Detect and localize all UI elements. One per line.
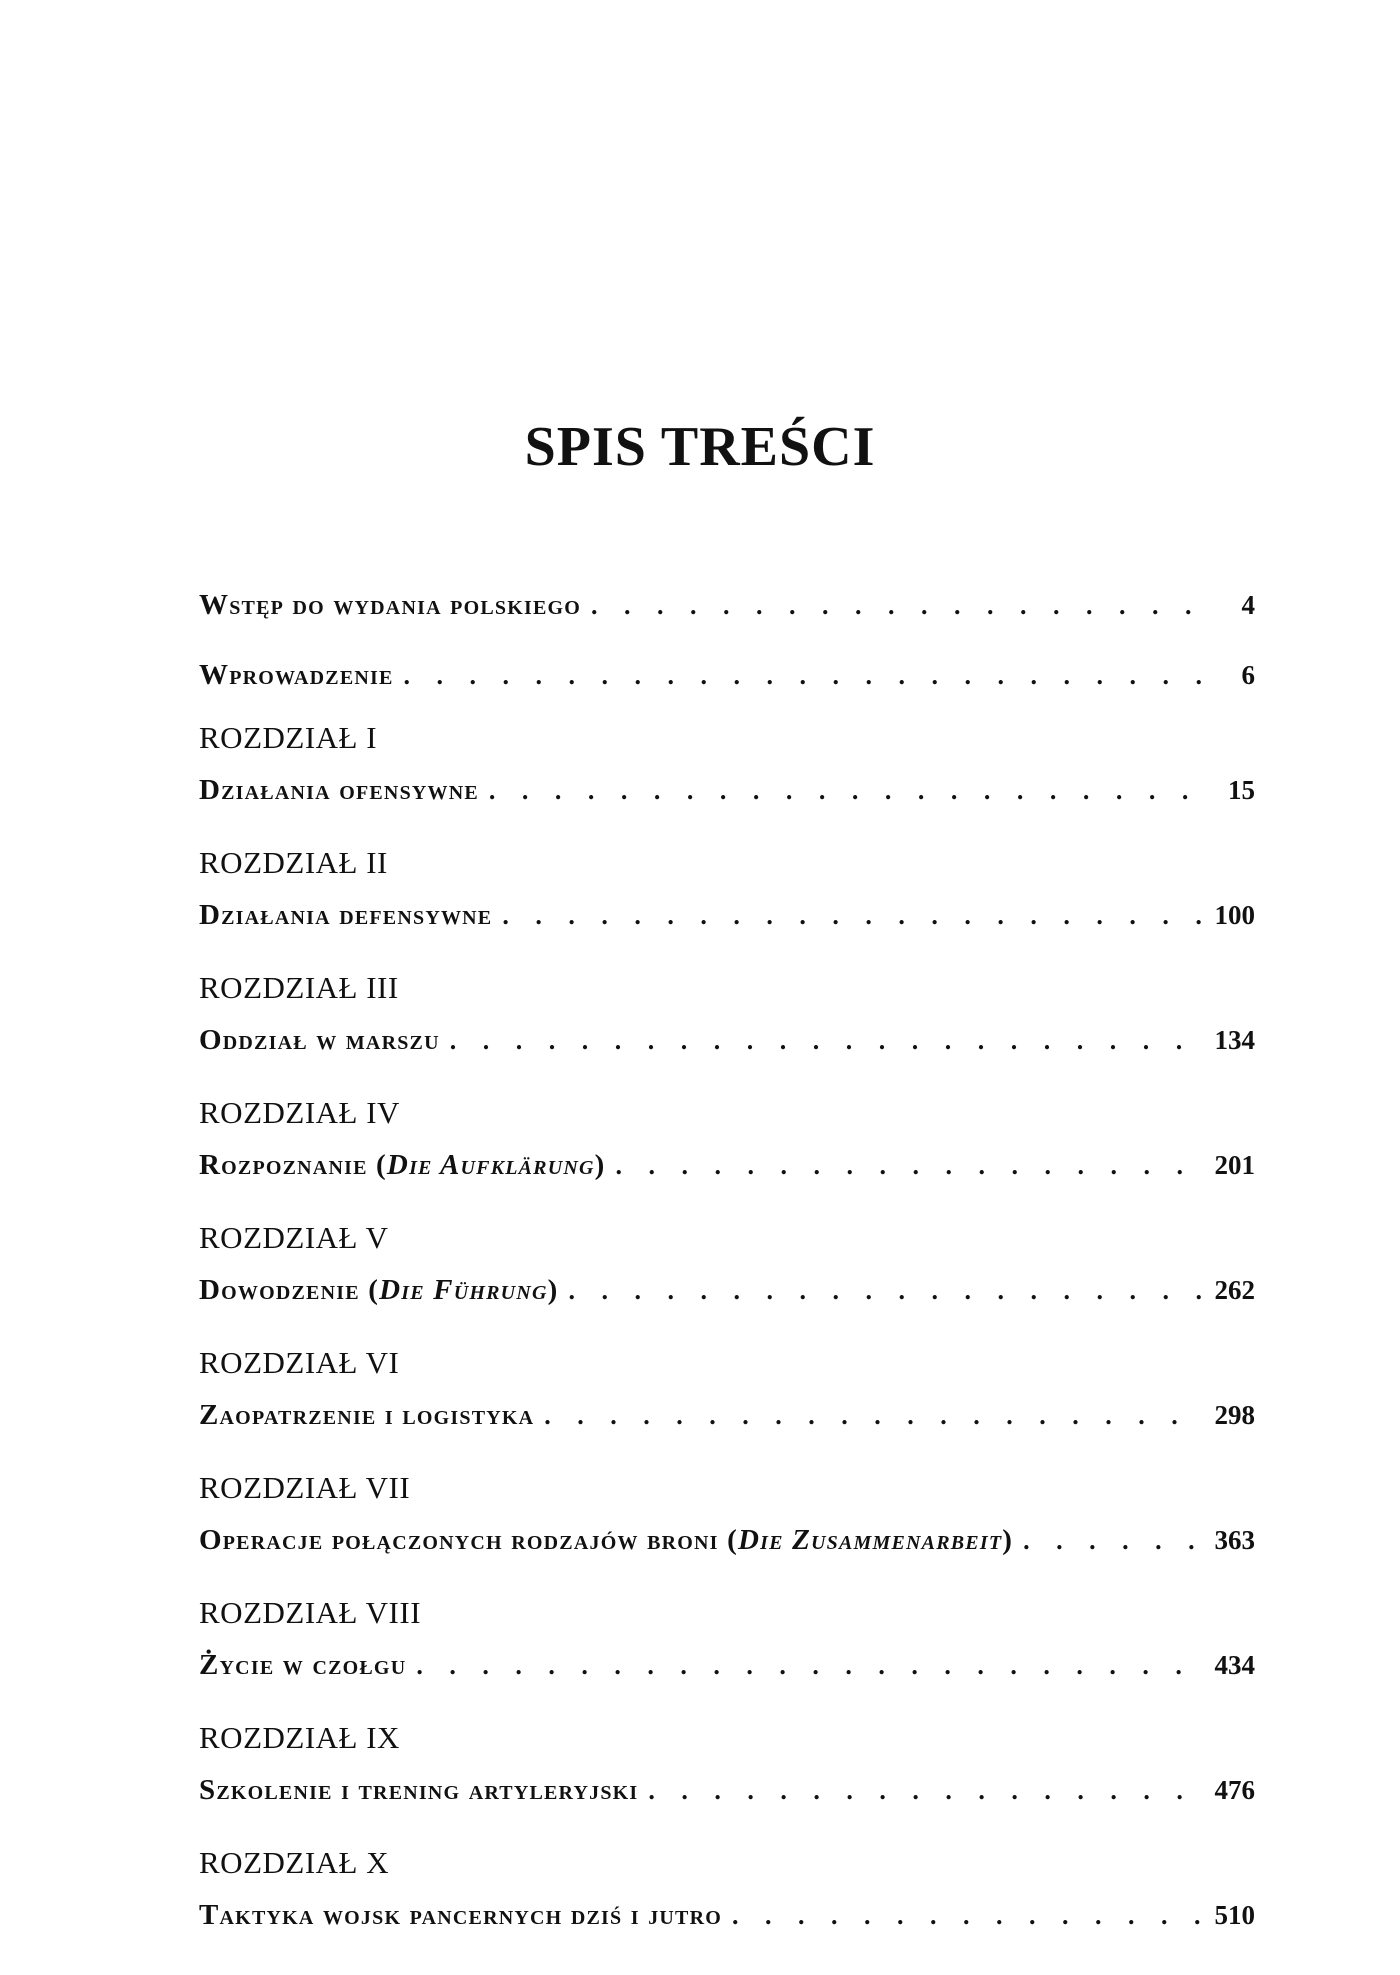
toc-entry-title: Wstęp do wydania polskiego bbox=[199, 589, 581, 621]
dot-leader bbox=[404, 646, 1205, 706]
toc-entry-chapter[interactable] bbox=[199, 885, 1255, 945]
toc-entry-title-italic: Die Führung bbox=[379, 1274, 548, 1306]
dot-leader bbox=[416, 1636, 1204, 1696]
chapter-label: ROZDZIAŁ II bbox=[199, 845, 388, 880]
toc-entry-title bbox=[199, 1510, 1013, 1570]
toc-entry-page: 15 bbox=[1228, 775, 1255, 805]
dot-leader bbox=[489, 761, 1205, 821]
chapter-label: ROZDZIAŁ X bbox=[199, 1845, 390, 1880]
chapter-label: ROZDZIAŁ VII bbox=[199, 1470, 411, 1505]
toc-entry-chapter[interactable] bbox=[199, 1760, 1255, 1820]
toc-entry-title: Działania ofensywne bbox=[199, 774, 479, 806]
toc-entry-page: 476 bbox=[1214, 1775, 1255, 1805]
dot-leader bbox=[1023, 1511, 1204, 1571]
toc-entry-title-italic: Die Aufklärung bbox=[386, 1149, 595, 1181]
page-title: SPIS TREŚCI bbox=[524, 416, 876, 478]
toc-entry-title-text: Dowodzenie ( bbox=[199, 1274, 380, 1306]
toc-entry-title: Działania defensywne bbox=[199, 899, 493, 931]
toc-entry-title-italic: Die Zusammenarbeit bbox=[737, 1524, 1003, 1556]
toc-entry-chapter[interactable] bbox=[199, 1635, 1255, 1695]
toc-entry-front[interactable] bbox=[199, 645, 1255, 705]
toc-entry-chapter[interactable] bbox=[199, 1385, 1255, 1445]
toc-entry-chapter[interactable] bbox=[199, 1510, 1255, 1570]
toc-entry-title bbox=[199, 1135, 606, 1195]
toc-entry-title: Wprowadzenie bbox=[199, 659, 394, 691]
toc-entry-page: 6 bbox=[1241, 660, 1255, 690]
dot-leader bbox=[591, 576, 1205, 636]
toc-entry-page: 134 bbox=[1214, 1025, 1255, 1055]
toc-entry-title-tail: ) bbox=[547, 1274, 559, 1306]
toc-entry-page: 4 bbox=[1241, 590, 1255, 620]
toc-entry-title-tail: ) bbox=[1002, 1524, 1014, 1556]
toc-entry-page: 262 bbox=[1214, 1275, 1255, 1305]
dot-leader bbox=[450, 1011, 1205, 1071]
toc-entry-title: Zaopatrzenie i logistyka bbox=[199, 1399, 535, 1431]
toc-entry-title: Taktyka wojsk pancernych dziś i jutro bbox=[199, 1899, 723, 1931]
toc-entry-title-text: Rozpoznanie ( bbox=[199, 1149, 387, 1181]
toc-entry-page: 298 bbox=[1214, 1400, 1255, 1430]
toc-entry-front[interactable] bbox=[199, 575, 1255, 635]
chapter-label: ROZDZIAŁ III bbox=[199, 970, 399, 1005]
toc-entry-page: 434 bbox=[1214, 1650, 1255, 1680]
dot-leader bbox=[648, 1761, 1204, 1821]
toc-entry-title-text: Operacje połączonych rodzajów broni ( bbox=[199, 1524, 738, 1556]
toc-entry-page: 201 bbox=[1214, 1150, 1255, 1180]
table-of-contents bbox=[199, 575, 1255, 1945]
toc-entry-title bbox=[199, 1260, 558, 1320]
toc-entry-title: Życie w czołgu bbox=[199, 1649, 407, 1681]
toc-entry-chapter[interactable] bbox=[199, 1135, 1255, 1195]
dot-leader bbox=[732, 1886, 1204, 1946]
toc-entry-title-tail: ) bbox=[594, 1149, 606, 1181]
chapter-label: ROZDZIAŁ VI bbox=[199, 1345, 400, 1380]
dot-leader bbox=[502, 886, 1204, 946]
chapter-label: ROZDZIAŁ I bbox=[199, 720, 378, 755]
toc-entry-chapter[interactable] bbox=[199, 1260, 1255, 1320]
toc-entry-page: 510 bbox=[1214, 1900, 1255, 1930]
chapter-label: ROZDZIAŁ V bbox=[199, 1220, 389, 1255]
chapter-label: ROZDZIAŁ VIII bbox=[199, 1595, 422, 1630]
chapter-label: ROZDZIAŁ IX bbox=[199, 1720, 400, 1755]
dot-leader bbox=[544, 1386, 1204, 1446]
dot-leader bbox=[568, 1261, 1204, 1321]
chapter-label: ROZDZIAŁ IV bbox=[199, 1095, 400, 1130]
toc-entry-title: Szkolenie i trening artyleryjski bbox=[199, 1774, 639, 1806]
toc-entry-page: 100 bbox=[1214, 900, 1255, 930]
toc-entry-page: 363 bbox=[1214, 1525, 1255, 1555]
toc-entry-chapter[interactable] bbox=[199, 1010, 1255, 1070]
toc-entry-title: Oddział w marszu bbox=[199, 1024, 440, 1056]
dot-leader bbox=[616, 1136, 1205, 1196]
toc-entry-chapter[interactable] bbox=[199, 760, 1255, 820]
toc-entry-chapter[interactable] bbox=[199, 1885, 1255, 1945]
